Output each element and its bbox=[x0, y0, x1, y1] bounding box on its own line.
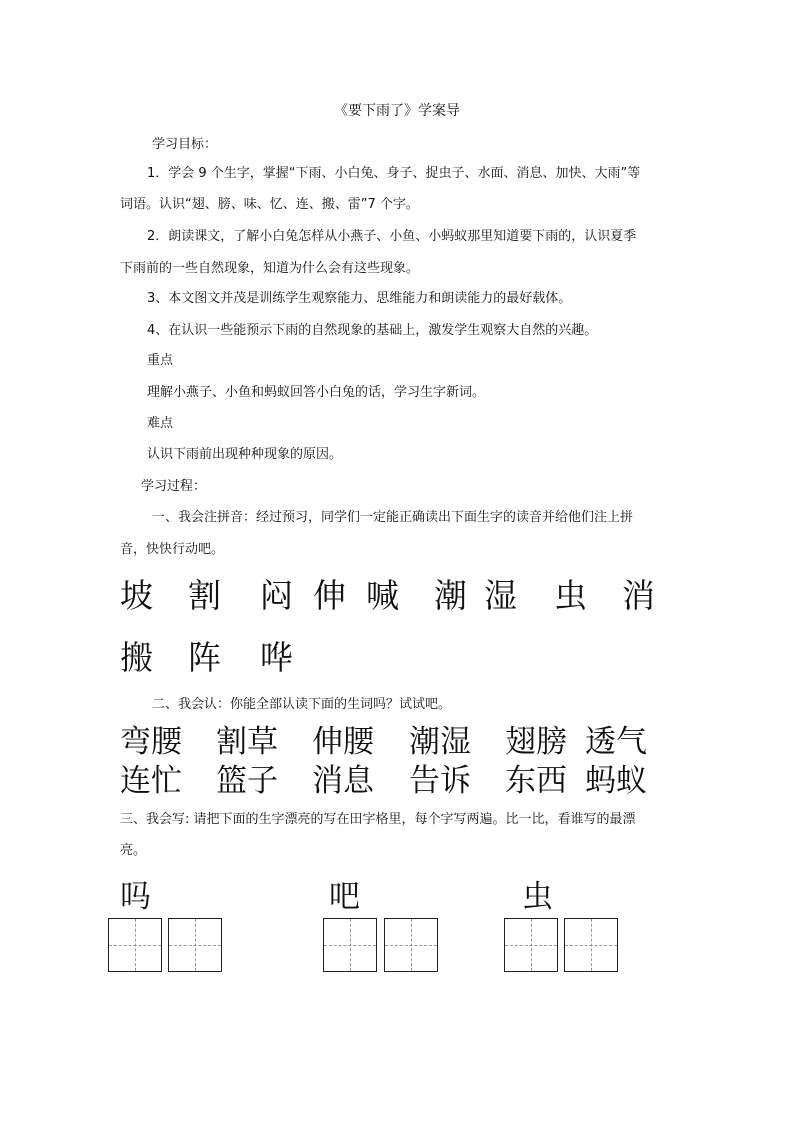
pinyin-char: 搬 bbox=[120, 638, 153, 677]
section-2-instruction: 二、我会认：你能全部认读下面的生词吗？试试吧。 bbox=[152, 697, 452, 712]
tianzige-box[interactable] bbox=[504, 918, 558, 972]
pinyin-char: 割 bbox=[188, 576, 221, 615]
word: 弯腰 bbox=[120, 724, 182, 760]
objective-1-line-2: 词语。认识“翅、膀、味、忆、连、搬、雷”7 个字。 bbox=[120, 197, 419, 212]
word: 潮湿 bbox=[409, 724, 471, 760]
write-char: 虫 bbox=[522, 879, 553, 915]
tianzige-box[interactable] bbox=[168, 918, 222, 972]
section-1-instruction-line-1: 一、我会注拼音：经过预习，同学们一定能正确读出下面生字的读音并给他们注上拼 bbox=[152, 510, 634, 525]
pinyin-char: 伸 bbox=[313, 576, 346, 615]
pinyin-char: 湿 bbox=[484, 576, 517, 615]
word: 东西 bbox=[505, 763, 567, 799]
objective-2-line-2: 下雨前的一些自然现象，知道为什么会有这些现象。 bbox=[120, 261, 420, 276]
pinyin-char: 闷 bbox=[260, 576, 293, 615]
section-1-instruction-line-2: 音，快快行动吧。 bbox=[120, 542, 225, 557]
word: 连忙 bbox=[120, 763, 182, 799]
section-3-instruction-line-1: 三、我会写: 请把下面的生字漂亮的写在田字格里，每个字写两遍。比一比，看谁写的最漂 bbox=[120, 812, 636, 827]
process-heading: 学习过程： bbox=[141, 479, 207, 494]
page-title: 《要下雨了》学案导 bbox=[334, 103, 460, 119]
difficulty-text: 认识下雨前出现种种现象的原因。 bbox=[147, 447, 343, 462]
word: 篮子 bbox=[216, 763, 278, 799]
write-char: 吗 bbox=[120, 879, 151, 915]
pinyin-char: 喊 bbox=[366, 576, 399, 615]
write-char: 吧 bbox=[329, 879, 360, 915]
objective-3: 3、本文图文并茂是训练学生观察能力、思维能力和朗读能力的最好载体。 bbox=[147, 291, 572, 306]
section-3-instruction-line-2: 亮。 bbox=[120, 843, 147, 858]
tianzige-box[interactable] bbox=[384, 918, 438, 972]
word: 告诉 bbox=[409, 763, 471, 799]
pinyin-char: 虫 bbox=[554, 576, 587, 615]
word: 伸腰 bbox=[312, 724, 374, 760]
difficulty-heading: 难点 bbox=[147, 416, 174, 431]
word: 消息 bbox=[312, 763, 374, 799]
pinyin-char: 消 bbox=[622, 576, 655, 615]
pinyin-char: 哗 bbox=[260, 638, 293, 677]
word: 割草 bbox=[216, 724, 278, 760]
word: 翅膀 bbox=[505, 724, 567, 760]
objective-1-line-1: 1．学会 9 个生字，掌握“下雨、小白兔、身子、捉虫子、水面、消息、加快、大雨”等 bbox=[147, 166, 641, 181]
objective-2-line-1: 2．朗读课文，了解小白兔怎样从小燕子、小鱼、小蚂蚁那里知道要下雨的，认识夏季 bbox=[147, 229, 637, 244]
key-text: 理解小燕子、小鱼和蚂蚁回答小白兔的话，学习生字新词。 bbox=[147, 385, 486, 400]
pinyin-char: 坡 bbox=[120, 576, 153, 615]
tianzige-box[interactable] bbox=[323, 918, 377, 972]
tianzige-box[interactable] bbox=[108, 918, 162, 972]
tianzige-box[interactable] bbox=[564, 918, 618, 972]
pinyin-char: 潮 bbox=[434, 576, 467, 615]
objective-4: 4、在认识一些能预示下雨的自然现象的基础上，激发学生观察大自然的兴趣。 bbox=[147, 323, 598, 338]
pinyin-char: 阵 bbox=[188, 638, 221, 677]
word: 透气 bbox=[585, 724, 647, 760]
word: 蚂蚁 bbox=[585, 763, 647, 799]
objectives-heading: 学习目标： bbox=[152, 137, 218, 152]
key-heading: 重点 bbox=[147, 353, 174, 368]
